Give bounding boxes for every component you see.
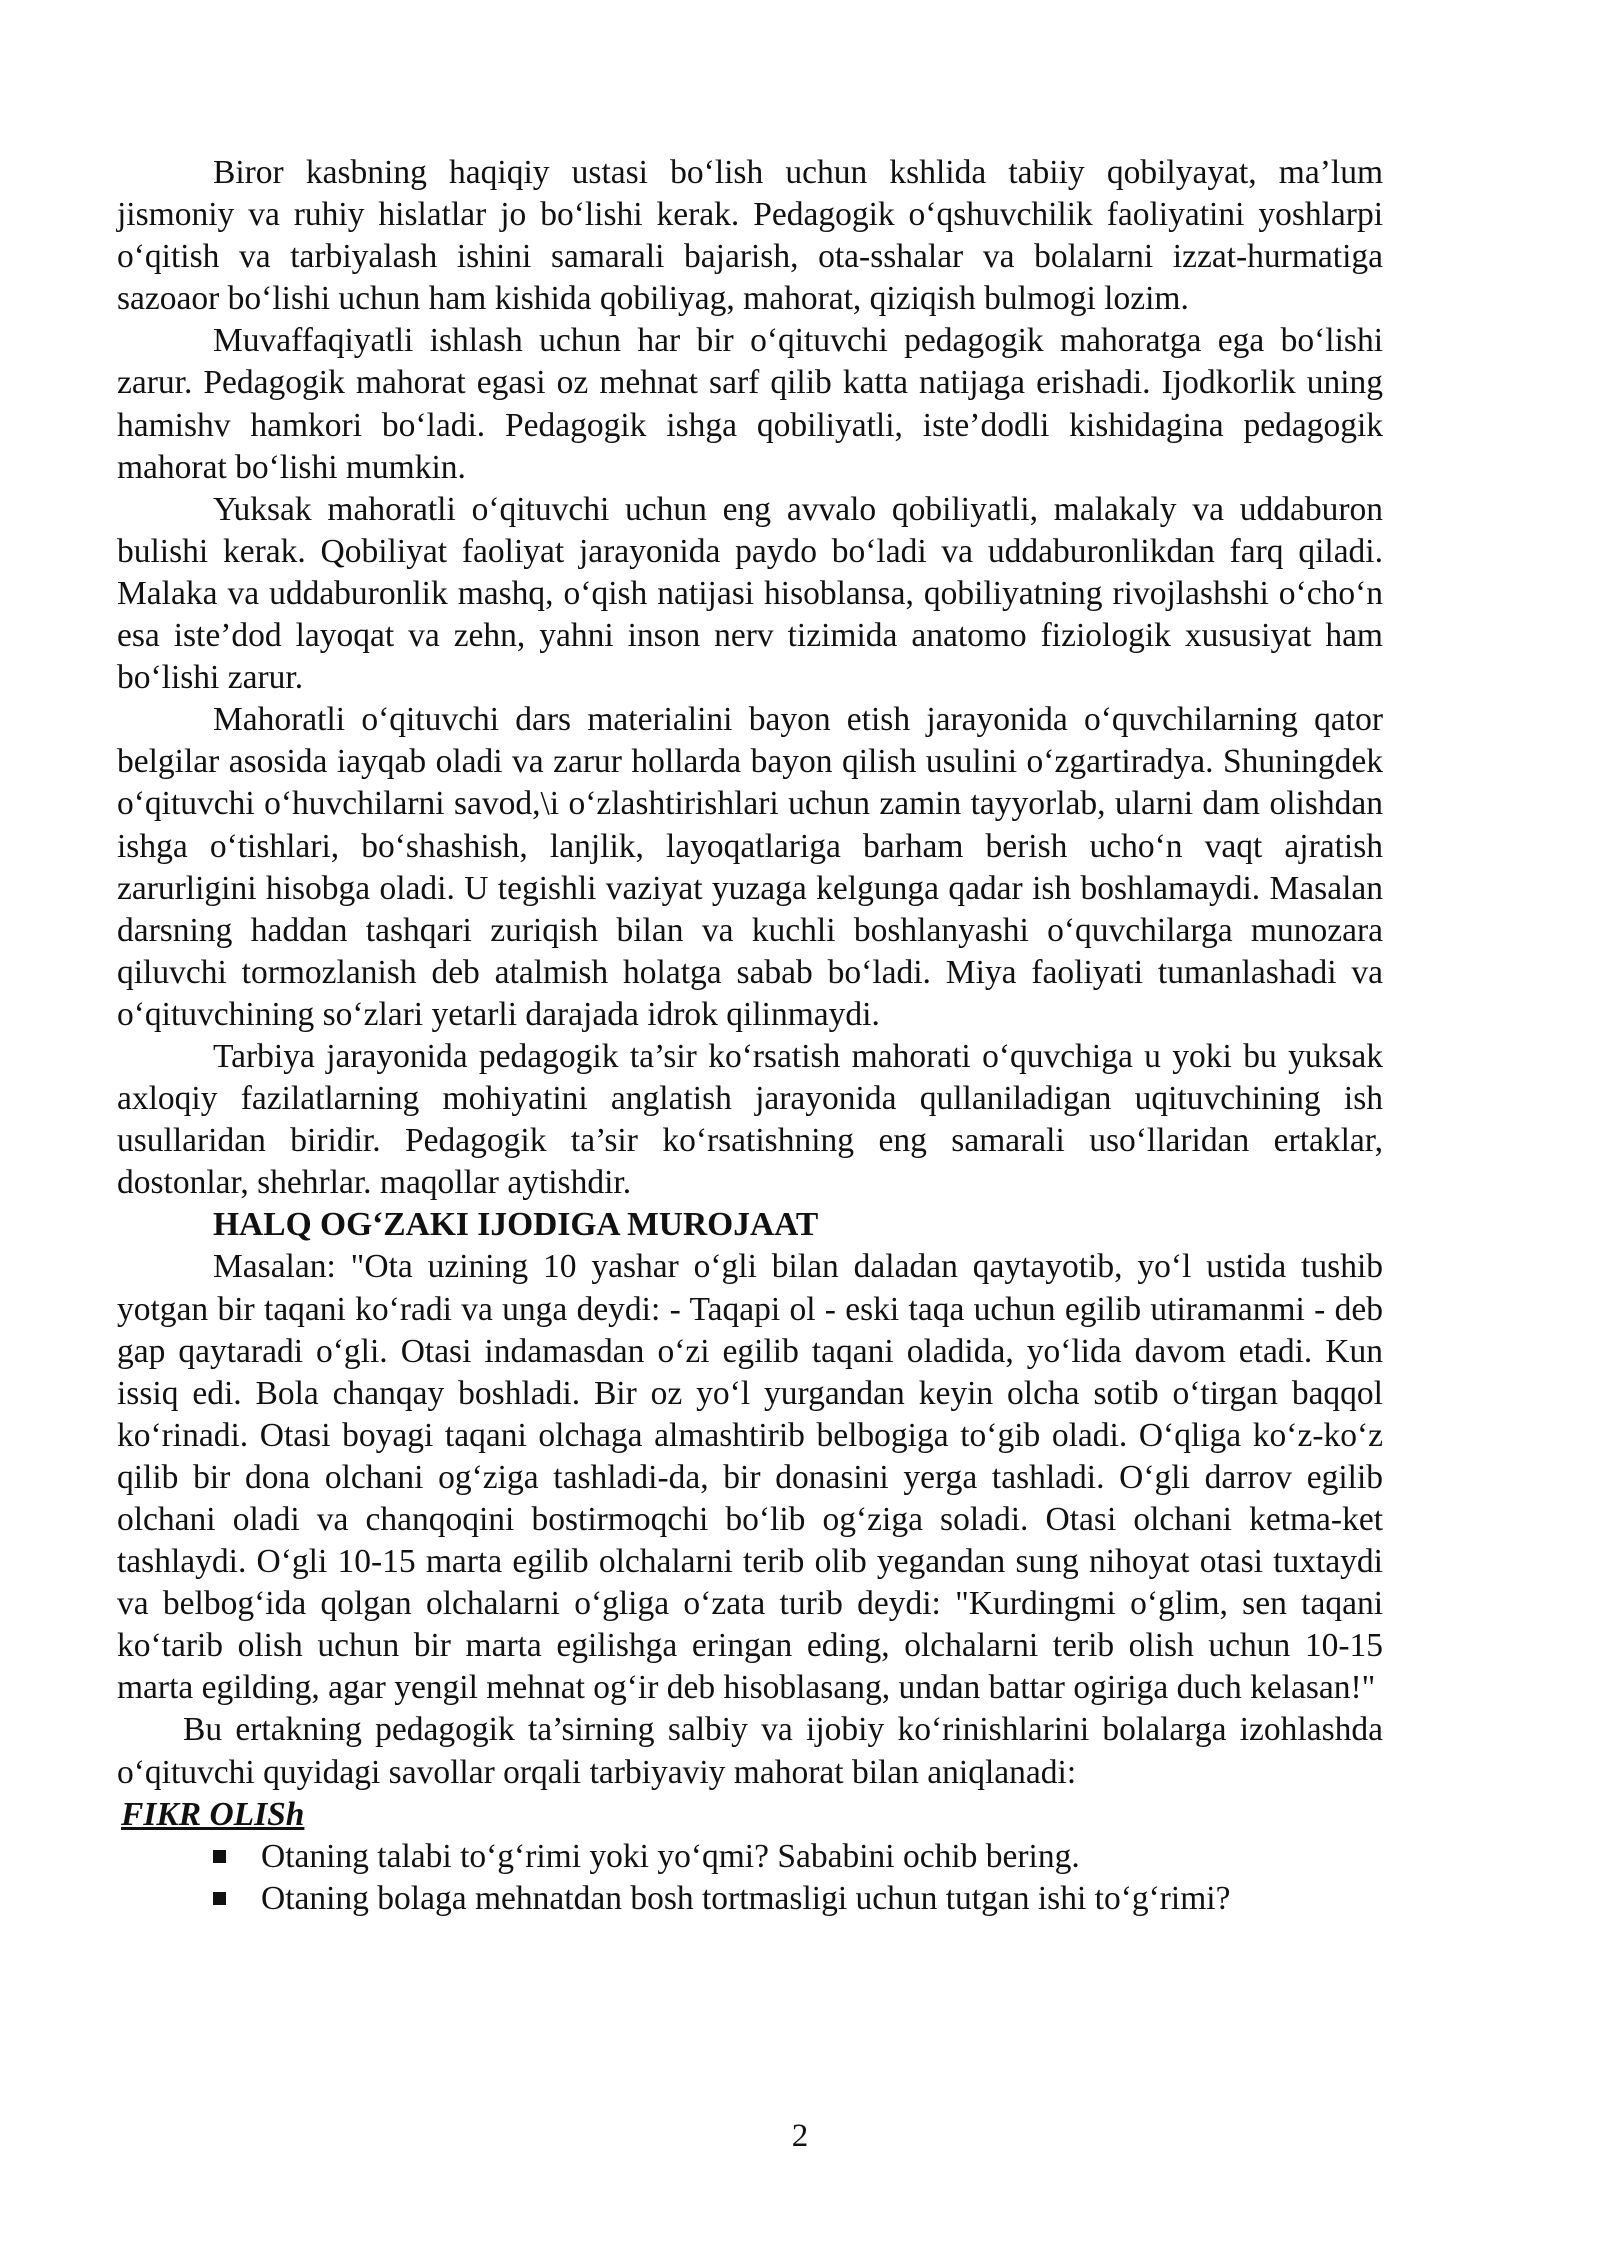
list-item: [213, 1836, 1383, 1878]
page-content: [117, 152, 1383, 1920]
paragraph: Yuksak mahoratli o‘qituvchi uchun eng avvalo qobiliyatli, malakaly va uddaburon bulishi kerak. Qobiliyat faoliyat jarayonida paydo bo‘ladi va uddaburonlikdan farq qiladi. Malaka va uddaburonlik mashq, o‘qish natijasi hisoblansa, qobiliyatning rivojlashshi o‘cho‘n esa iste’dod layoqat va zehn, yahni inson nerv tizimida anatomo fiziologik xususiyat ham bo‘lishi zarur.: [117, 490, 1383, 697]
question-text: Otaning bolaga mehnatdan bosh tortmasligi uchun tutgan ishi to‘g‘rimi?: [261, 1879, 1231, 1917]
conclusion-paragraph: Bu ertakning pedagogik ta’sirning salbiy va ijobiy ko‘rinishlarini bolalarga izohlashda o‘qituvchi quyidagi savollar orqali tarbiyaviy mahorat bilan aniqlanadi:: [117, 1711, 1383, 1791]
list-item: [213, 1878, 1383, 1920]
story-paragraph: Masalan: "Ota uzining 10 yashar o‘gli bilan daladan qaytayotib, yo‘l ustida tushib yotgan bir taqani ko‘radi va unga deydi: - Taqapi ol - eski taqa uchun egilib utiramanmi - deb gap qaytaradi o‘gli. Otasi indamasdan o‘zi egilib taqani oladida, yo‘lida davom etadi. Kun issiq edi. Bola chanqay boshladi. Bir oz yo‘l yurgandan keyin olcha sotib o‘tirgan baqqol ko‘rinadi. Otasi boyagi taqani olchaga almashtirib belbogiga to‘gib oladi. O‘qliga ko‘z-ko‘z qilib bir dona olchani og‘ziga tashladi-da, bir donasini yerga tashladi. O‘gli darrov egilib olchani oladi va chanqoqini bostirmoqchi bo‘lib og‘ziga soladi. Otasi olchani ketma-ket tashlaydi. O‘gli 10-15 marta egilib olchalarni terib olib yegandan sung nihoyat otasi tuxtaydi va belbog‘ida qolgan olchalarni o‘gliga o‘zata turib deydi: "Kurdingmi o‘glim, sen taqani ko‘tarib olish uchun bir marta egilishga eringan eding, olchalarni terib olish uchun 10-15 marta egilding, agar yengil mehnat og‘ir deb hisoblasang, undan battar ogiriga duch kelasan!": [117, 1248, 1383, 1707]
fikr-olish-label: FIKR OLISh: [121, 1795, 305, 1833]
square-bullet-icon: [213, 1892, 226, 1905]
section-heading: HALQ OG‘ZAKI IJODIGA MUROJAAT: [213, 1206, 819, 1244]
paragraph: Biror kasbning haqiqiy ustasi bo‘lish uchun kshlida tabiiy qobilyayat, ma’lum jismoniy va ruhiy hislatlar jo bo‘lishi kerak. Pedagogik o‘qshuvchilik faoliyatini yoshlarpi o‘qitish va tarbiyalash ishini samarali bajarish, ota-sshalar va bolalarni izzat-hurmatiga sazoaor bo‘lishi uchun ham kishida qobiliyag, mahorat, qiziqish bulmogi lozim.: [117, 154, 1383, 318]
page-number: 2: [791, 2118, 809, 2154]
paragraph: Tarbiya jarayonida pedagogik ta’sir ko‘rsatish mahorati o‘quvchiga u yoki bu yuksak axloqiy fazilatlarning mohiyatini anglatish jarayonida qullaniladigan uqituvchining ish usullaridan biridir. Pedagogik ta’sir ko‘rsatishning eng samarali uso‘llaridan ertaklar, dostonlar, shehrlar. maqollar aytishdir.: [117, 1037, 1383, 1202]
question-text: Otaning talabi to‘g‘rimi yoki yo‘qmi? Sababini ochib bering.: [261, 1837, 1080, 1875]
paragraph: Mahoratli o‘qituvchi dars materialini bayon etish jarayonida o‘quvchilarning qator belgilar asosida iayqab oladi va zarur hollarda bayon qilish usulini o‘zgartiradya. Shuningdek o‘qituvchi o‘huvchilarni savod,\i o‘zlashtirishlari uchun zamin tayyorlab, ularni dam olishdan ishga o‘tishlari, bo‘shashish, lanjlik, layoqatlariga barham berish ucho‘n vaqt ajratish zarurligini hisobga oladi. U tegishli vaziyat yuzaga kelgunga qadar ish boshlamaydi. Masalan darsning haddan tashqari zuriqish bilan va kuchli boshlanyashi o‘quvchilarga munozara qiluvchi tormozlanish deb atalmish holatga sabab bo‘ladi. Miya faoliyati tumanlashadi va o‘qituvchining so‘zlari yetarli darajada idrok qilinmaydi.: [117, 701, 1383, 1033]
square-bullet-icon: [213, 1850, 226, 1863]
paragraph: Muvaffaqiyatli ishlash uchun har bir o‘qituvchi pedagogik mahoratga ega bo‘lishi zarur. Pedagogik mahorat egasi oz mehnat sarf qilib katta natijaga erishadi. Ijodkorlik uning hamishv hamkori bo‘ladi. Pedagogik ishga qobiliyatli, iste’dodli kishidagina pedagogik mahorat bo‘lishi mumkin.: [117, 322, 1383, 486]
question-list: [117, 1836, 1383, 1920]
